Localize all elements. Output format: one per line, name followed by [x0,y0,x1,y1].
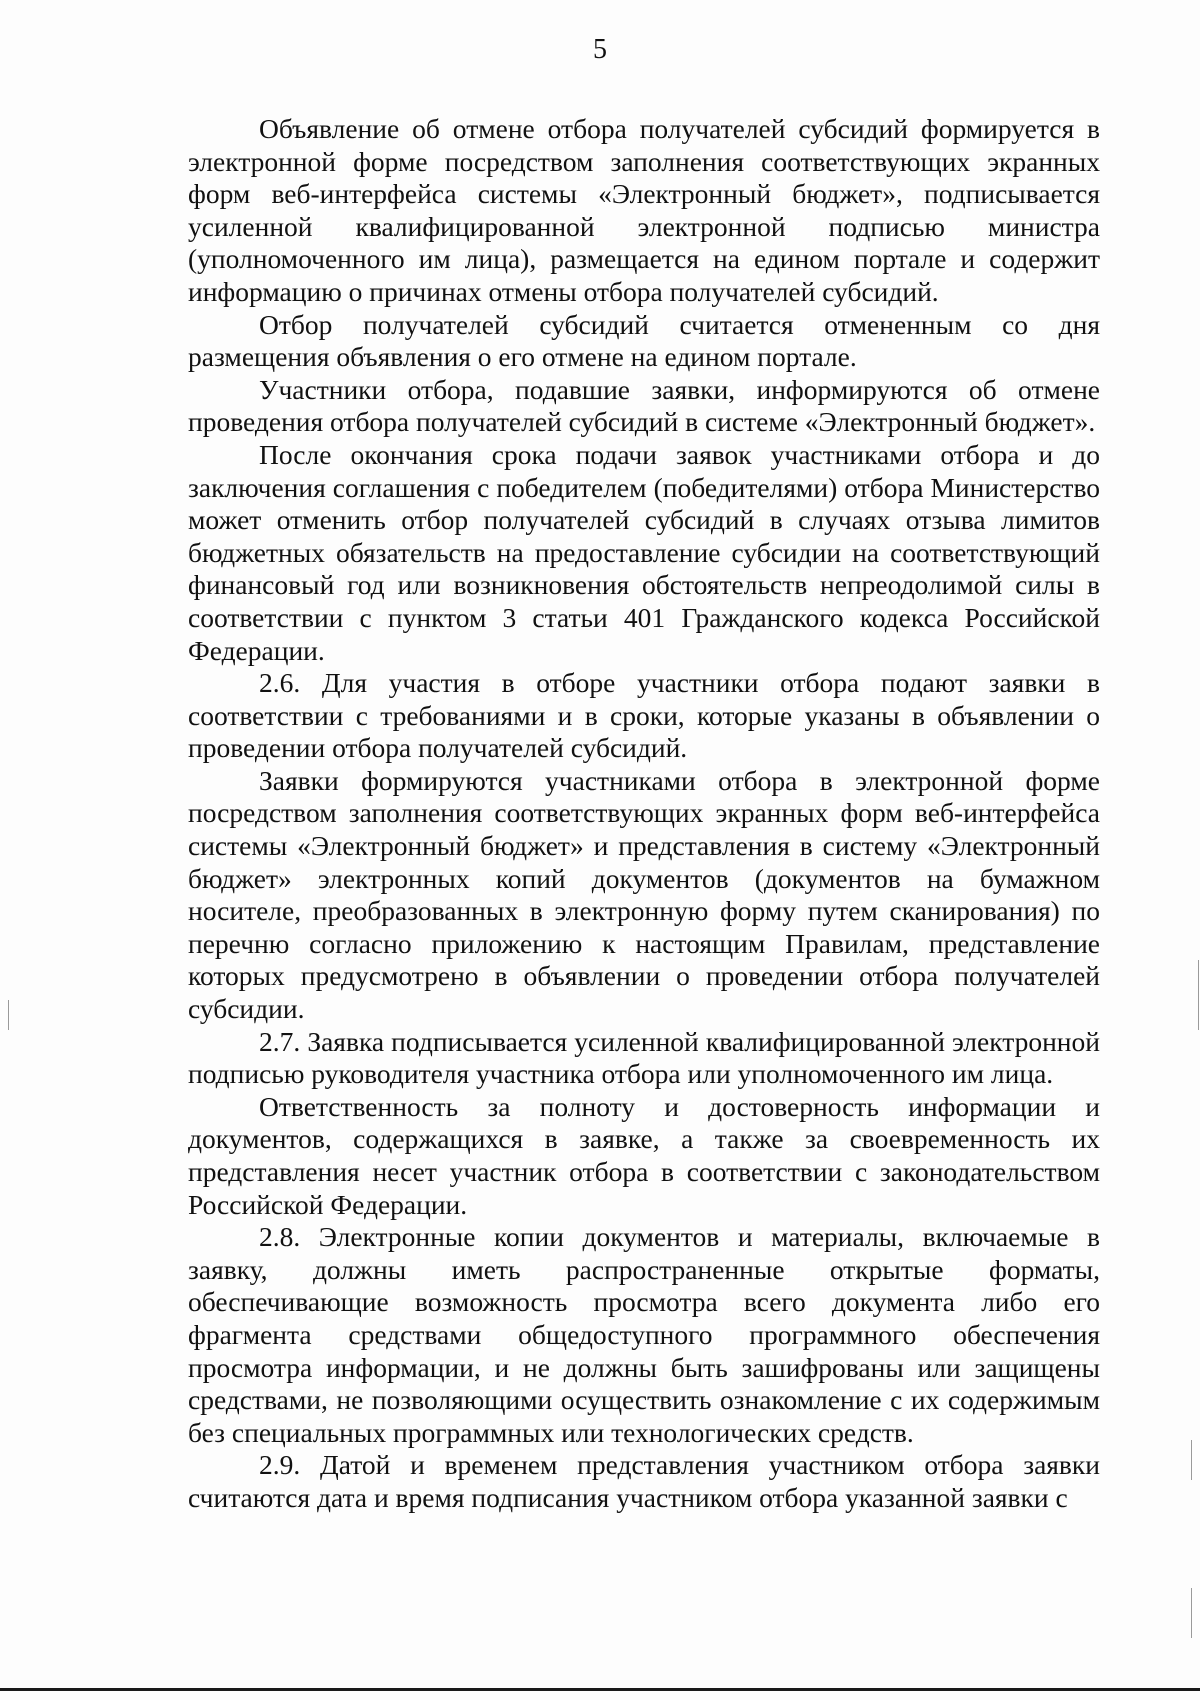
paragraph-cancellation-notice: Объявление об отмене отбора получателей субсидий формируется в электронной форме посредством заполнения соответствующих экранных форм веб-интерфейса системы «Электронный бюджет», подписывается усиленной квалифицированной электронной подписью министра (уполномоченного им лица), размещается на едином портале и содержит информацию о причинах отмены отбора получателей субсидий. [188,113,1100,307]
paragraph-responsibility: Ответственность за полноту и достоверность информации и документов, содержащихся в заявке, а также за своевременность их представления несет участник отбора в соответствии с законодательством Российской Федерации. [188,1090,1100,1220]
paragraph-2-7: 2.7. Заявка подписывается усиленной квалифицированной электронной подписью руководителя участника отбора или уполномоченного им лица. [188,1025,1100,1090]
paragraph-cancellation-effective: Отбор получателей субсидий считается отмененным со дня размещения объявления о его отмене на едином портале. [188,308,1100,373]
paragraph-2-8: 2.8. Электронные копии документов и материалы, включаемые в заявку, должны иметь распространенные открытые форматы, обеспечивающие возможность просмотра всего документа либо его фрагмента средствами общедоступного программного обеспечения просмотра информации, и не должны быть зашифрованы или защищены средствами, не позволяющими осуществить ознакомление с их содержимым без специальных программных или технологических средств. [188,1221,1100,1448]
paragraph-ministry-may-cancel: После окончания срока подачи заявок участниками отбора и до заключения соглашения с победителем (победителями) отбора Министерство может отменить отбор получателей субсидий в случаях отзыва лимитов бюджетных обязательств на предоставление субсидии на соответствующий финансовый год или возникновения обстоятельств непреодолимой силы в соответствии с пунктом 3 статьи 401 Гражданского кодекса Российской Федерации. [188,438,1100,666]
scan-artifact-line [1191,1440,1192,1480]
bottom-edge-rule [0,1688,1200,1691]
scan-artifact-line [8,1000,9,1030]
scan-artifact-line [1198,960,1199,1030]
scan-artifact-line [1191,1588,1192,1638]
paragraph-participants-informed: Участники отбора, подавшие заявки, информируются об отмене проведения отбора получателей субсидий в системе «Электронный бюджет». [188,373,1100,438]
document-body [188,113,1100,1515]
page-number: 5 [593,34,607,65]
paragraph-applications-formed: Заявки формируются участниками отбора в электронной форме посредством заполнения соответствующих экранных форм веб-интерфейса системы «Электронный бюджет» и представления в систему «Электронный бюджет» электронных копий документов (документов на бумажном носителе, преобразованных в электронную форму путем сканирования) по перечню согласно приложению к настоящим Правилам, представление которых предусмотрено в объявлении о проведении отбора получателей субсидии. [188,764,1100,1025]
paragraph-2-9: 2.9. Датой и временем представления участником отбора заявки считаются дата и время подписания участником отбора указанной заявки с [188,1449,1100,1513]
paragraph-2-6: 2.6. Для участия в отборе участники отбора подают заявки в соответствии с требованиями и в сроки, которые указаны в объявлении о проведении отбора получателей субсидий. [188,667,1100,764]
